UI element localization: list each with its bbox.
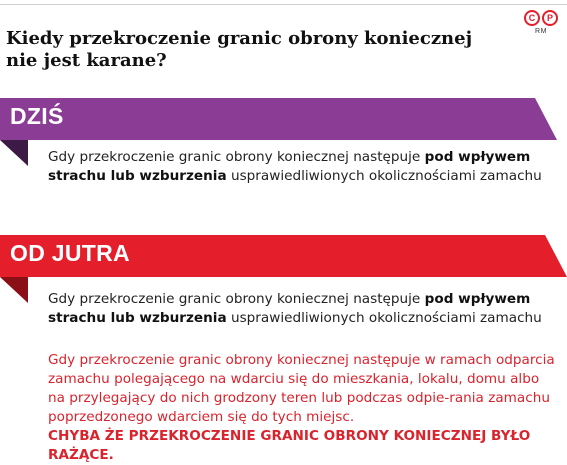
today-text-start: Gdy przekroczenie granic obrony koniecznej następuje <box>48 149 425 165</box>
badge-caption: RM <box>535 28 547 35</box>
title-line-1: Kiedy przekroczenie granic obrony koniecznej <box>6 28 473 49</box>
tomorrow-banner <box>0 235 567 277</box>
page-title <box>6 28 476 72</box>
today-label: DZIŚ <box>10 103 64 129</box>
tomorrow-text-bold: pod wpływem strachu lub wzburzenia <box>48 291 531 326</box>
today-banner <box>0 98 567 140</box>
copyright-c-icon: C <box>524 10 540 26</box>
today-text-bold: pod wpływem strachu lub wzburzenia <box>48 149 531 184</box>
new-rule-exception: CHYBA ŻE PRZEKROCZENIE GRANIC OBRONY KONIECZNEJ BYŁO RAŻĄCE. <box>48 428 531 463</box>
new-rule-text: Gdy przekroczenie granic obrony koniecznej następuje w ramach odparcia zamachu polegającego na wdarciu się do mieszkania, lokalu, domu albo na przylegający do nich grodzony teren lub podczas odpie-rania zamachu poprzedzonego wdarciem się do tych miejsc. <box>48 352 555 425</box>
tomorrow-text-start: Gdy przekroczenie granic obrony koniecznej następuje <box>48 291 425 307</box>
tomorrow-text-end: usprawiedliwionych okolicznościami zamachu <box>226 310 542 326</box>
tomorrow-new-rule <box>48 351 560 465</box>
top-rule <box>0 4 567 5</box>
tomorrow-text <box>48 290 560 328</box>
copyright-badges <box>523 10 559 35</box>
copyright-p-icon: P <box>542 10 558 26</box>
tomorrow-label: OD JUTRA <box>10 240 130 266</box>
today-text-end: usprawiedliwionych okolicznościami zamachu <box>226 168 542 184</box>
title-line-2: nie jest karane? <box>6 50 167 71</box>
today-text <box>48 148 560 186</box>
